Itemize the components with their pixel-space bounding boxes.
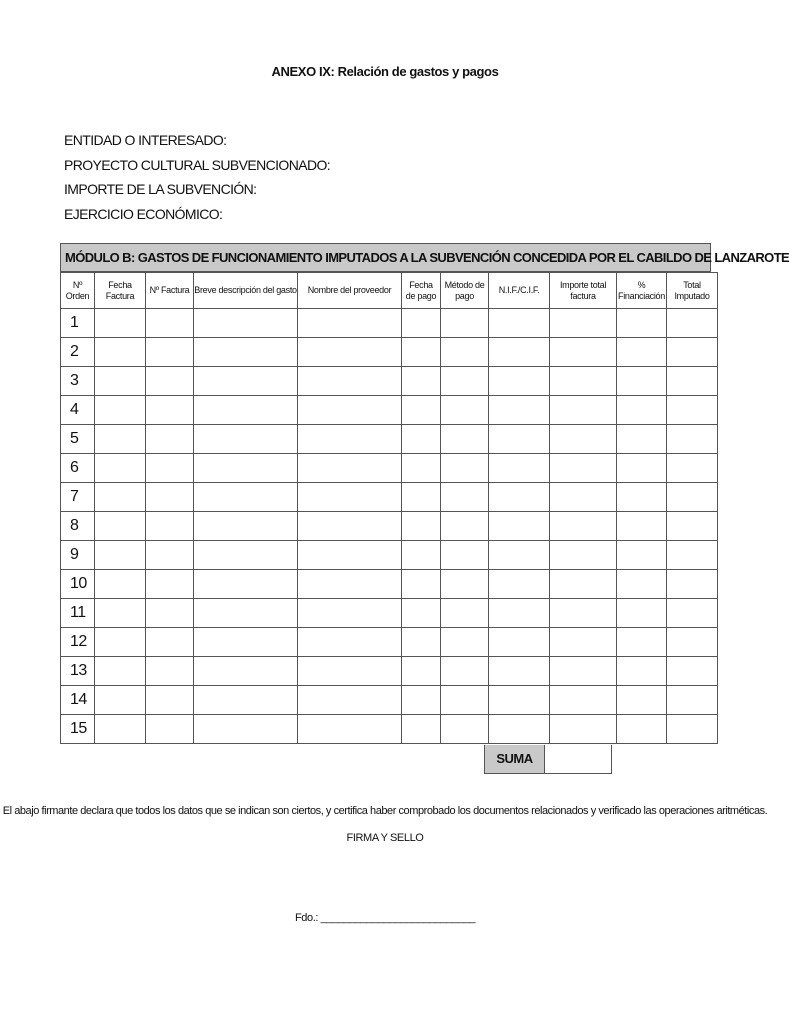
column-header-orden bbox=[61, 273, 95, 309]
cell-importe-total[interactable] bbox=[550, 715, 617, 744]
cell-num-factura[interactable] bbox=[146, 367, 194, 396]
field-entidad: ENTIDAD O INTERESADO: bbox=[64, 132, 227, 148]
cell-importe-total[interactable] bbox=[550, 512, 617, 541]
suma-row bbox=[484, 745, 612, 774]
cell-num-factura[interactable] bbox=[146, 686, 194, 715]
cell-importe-total[interactable] bbox=[550, 628, 617, 657]
cell-descripcion[interactable] bbox=[194, 570, 298, 599]
cell-fecha-factura[interactable] bbox=[95, 686, 146, 715]
column-header-line: Financiación bbox=[618, 290, 665, 301]
cell-fecha-factura[interactable] bbox=[95, 512, 146, 541]
cell-financiacion[interactable] bbox=[617, 715, 667, 744]
cell-fecha-factura[interactable] bbox=[95, 599, 146, 628]
suma-value-cell[interactable] bbox=[545, 745, 612, 774]
cell-financiacion[interactable] bbox=[617, 454, 667, 483]
column-header-num-factura bbox=[146, 273, 194, 309]
cell-metodo-pago[interactable] bbox=[441, 454, 489, 483]
column-header-descripcion bbox=[194, 273, 298, 309]
cell-metodo-pago[interactable] bbox=[441, 541, 489, 570]
column-header-line: Factura bbox=[105, 290, 135, 301]
cell-fecha-factura[interactable] bbox=[95, 715, 146, 744]
cell-descripcion[interactable] bbox=[194, 628, 298, 657]
cell-fecha-factura[interactable] bbox=[95, 657, 146, 686]
cell-fecha-pago[interactable] bbox=[402, 686, 441, 715]
column-header-line: N.I.F./C.I.F. bbox=[498, 285, 540, 295]
cell-fecha-factura[interactable] bbox=[95, 541, 146, 570]
cell-fecha-pago[interactable] bbox=[402, 309, 441, 338]
cell-nif-cif[interactable] bbox=[489, 541, 550, 570]
cell-fecha-pago[interactable] bbox=[402, 541, 441, 570]
cell-num-factura[interactable] bbox=[146, 599, 194, 628]
column-header-line: Breve descripción del gasto bbox=[194, 285, 297, 295]
cell-total-imputado[interactable] bbox=[667, 367, 718, 396]
cell-proveedor[interactable] bbox=[298, 628, 402, 657]
row-number: 11 bbox=[61, 599, 95, 628]
table-row bbox=[61, 396, 718, 425]
cell-fecha-factura[interactable] bbox=[95, 454, 146, 483]
row-number: 3 bbox=[61, 367, 95, 396]
table-row bbox=[61, 715, 718, 744]
cell-fecha-pago[interactable] bbox=[402, 715, 441, 744]
expenses-table bbox=[60, 243, 789, 744]
cell-metodo-pago[interactable] bbox=[441, 483, 489, 512]
cell-total-imputado[interactable] bbox=[667, 570, 718, 599]
cell-metodo-pago[interactable] bbox=[441, 425, 489, 454]
table-row bbox=[61, 657, 718, 686]
cell-fecha-pago[interactable] bbox=[402, 396, 441, 425]
row-number: 15 bbox=[61, 715, 95, 744]
cell-importe-total[interactable] bbox=[550, 454, 617, 483]
table-body bbox=[61, 309, 718, 744]
cell-financiacion[interactable] bbox=[617, 570, 667, 599]
cell-fecha-factura[interactable] bbox=[95, 367, 146, 396]
cell-financiacion[interactable] bbox=[617, 541, 667, 570]
table-row bbox=[61, 367, 718, 396]
cell-financiacion[interactable] bbox=[617, 309, 667, 338]
cell-proveedor[interactable] bbox=[298, 483, 402, 512]
cell-num-factura[interactable] bbox=[146, 512, 194, 541]
cell-fecha-pago[interactable] bbox=[402, 512, 441, 541]
column-header-line: Orden bbox=[65, 290, 90, 301]
column-header-line: % bbox=[637, 279, 646, 290]
cell-fecha-factura[interactable] bbox=[95, 628, 146, 657]
column-header-line: Total bbox=[683, 279, 701, 290]
cell-proveedor[interactable] bbox=[298, 396, 402, 425]
cell-nif-cif[interactable] bbox=[489, 657, 550, 686]
table-row bbox=[61, 686, 718, 715]
column-header-line: Importe total bbox=[559, 279, 607, 290]
cell-nif-cif[interactable] bbox=[489, 686, 550, 715]
cell-fecha-factura[interactable] bbox=[95, 570, 146, 599]
cell-nif-cif[interactable] bbox=[489, 425, 550, 454]
module-header: MÓDULO B: GASTOS DE FUNCIONAMIENTO IMPUTADOS A LA SUBVENCIÓN CONCEDIDA POR EL CABILDO DE LANZAROTE bbox=[60, 243, 711, 272]
cell-metodo-pago[interactable] bbox=[441, 309, 489, 338]
cell-total-imputado[interactable] bbox=[667, 541, 718, 570]
cell-importe-total[interactable] bbox=[550, 483, 617, 512]
cell-importe-total[interactable] bbox=[550, 396, 617, 425]
cell-total-imputado[interactable] bbox=[667, 657, 718, 686]
field-ejercicio: EJERCICIO ECONÓMICO: bbox=[64, 205, 223, 222]
cell-importe-total[interactable] bbox=[550, 599, 617, 628]
column-header-fecha-pago bbox=[402, 273, 441, 309]
cell-total-imputado[interactable] bbox=[667, 599, 718, 628]
cell-fecha-pago[interactable] bbox=[402, 483, 441, 512]
cell-proveedor[interactable] bbox=[298, 570, 402, 599]
column-header-row bbox=[61, 273, 718, 309]
cell-nif-cif[interactable] bbox=[489, 570, 550, 599]
cell-financiacion[interactable] bbox=[617, 367, 667, 396]
cell-total-imputado[interactable] bbox=[667, 338, 718, 367]
cell-total-imputado[interactable] bbox=[667, 628, 718, 657]
cell-importe-total[interactable] bbox=[550, 686, 617, 715]
table-row bbox=[61, 338, 718, 367]
row-number: 13 bbox=[61, 657, 95, 686]
cell-proveedor[interactable] bbox=[298, 512, 402, 541]
cell-fecha-factura[interactable] bbox=[95, 338, 146, 367]
cell-proveedor[interactable] bbox=[298, 425, 402, 454]
cell-fecha-factura[interactable] bbox=[95, 309, 146, 338]
cell-metodo-pago[interactable] bbox=[441, 628, 489, 657]
table-row bbox=[61, 599, 718, 628]
cell-importe-total[interactable] bbox=[550, 309, 617, 338]
table-row bbox=[61, 454, 718, 483]
expenses-grid bbox=[60, 272, 718, 744]
row-number: 8 bbox=[61, 512, 95, 541]
column-header-proveedor bbox=[298, 273, 402, 309]
row-number: 5 bbox=[61, 425, 95, 454]
cell-descripcion[interactable] bbox=[194, 686, 298, 715]
cell-importe-total[interactable] bbox=[550, 570, 617, 599]
row-number: 14 bbox=[61, 686, 95, 715]
cell-importe-total[interactable] bbox=[550, 425, 617, 454]
cell-fecha-pago[interactable] bbox=[402, 599, 441, 628]
column-header-metodo-pago bbox=[441, 273, 489, 309]
header-fields bbox=[64, 128, 330, 226]
cell-metodo-pago[interactable] bbox=[441, 686, 489, 715]
cell-nif-cif[interactable] bbox=[489, 483, 550, 512]
row-number: 2 bbox=[61, 338, 95, 367]
cell-nif-cif[interactable] bbox=[489, 309, 550, 338]
cell-total-imputado[interactable] bbox=[667, 309, 718, 338]
cell-financiacion[interactable] bbox=[617, 338, 667, 367]
cell-descripcion[interactable] bbox=[194, 454, 298, 483]
cell-importe-total[interactable] bbox=[550, 338, 617, 367]
cell-descripcion[interactable] bbox=[194, 541, 298, 570]
cell-total-imputado[interactable] bbox=[667, 396, 718, 425]
cell-descripcion[interactable] bbox=[194, 715, 298, 744]
row-number: 6 bbox=[61, 454, 95, 483]
row-number: 1 bbox=[61, 309, 95, 338]
table-row bbox=[61, 309, 718, 338]
cell-fecha-factura[interactable] bbox=[95, 396, 146, 425]
column-header-financiacion bbox=[617, 273, 667, 309]
cell-num-factura[interactable] bbox=[146, 396, 194, 425]
cell-nif-cif[interactable] bbox=[489, 396, 550, 425]
cell-metodo-pago[interactable] bbox=[441, 715, 489, 744]
cell-nif-cif[interactable] bbox=[489, 512, 550, 541]
cell-fecha-pago[interactable] bbox=[402, 367, 441, 396]
cell-descripcion[interactable] bbox=[194, 338, 298, 367]
suma-label: SUMA bbox=[484, 745, 545, 774]
cell-fecha-pago[interactable] bbox=[402, 570, 441, 599]
cell-fecha-pago[interactable] bbox=[402, 657, 441, 686]
table-row bbox=[61, 570, 718, 599]
cell-num-factura[interactable] bbox=[146, 425, 194, 454]
cell-proveedor[interactable] bbox=[298, 338, 402, 367]
cell-proveedor[interactable] bbox=[298, 686, 402, 715]
cell-proveedor[interactable] bbox=[298, 454, 402, 483]
cell-fecha-factura[interactable] bbox=[95, 483, 146, 512]
cell-proveedor[interactable] bbox=[298, 367, 402, 396]
cell-descripcion[interactable] bbox=[194, 483, 298, 512]
cell-num-factura[interactable] bbox=[146, 715, 194, 744]
cell-total-imputado[interactable] bbox=[667, 483, 718, 512]
signature-line: Fdo.: ___________________________ bbox=[294, 912, 476, 924]
column-header-line: de pago bbox=[405, 290, 437, 301]
cell-total-imputado[interactable] bbox=[667, 715, 718, 744]
cell-proveedor[interactable] bbox=[298, 715, 402, 744]
cell-financiacion[interactable] bbox=[617, 686, 667, 715]
cell-num-factura[interactable] bbox=[146, 454, 194, 483]
cell-financiacion[interactable] bbox=[617, 396, 667, 425]
cell-total-imputado[interactable] bbox=[667, 686, 718, 715]
cell-financiacion[interactable] bbox=[617, 483, 667, 512]
cell-num-factura[interactable] bbox=[146, 309, 194, 338]
cell-num-factura[interactable] bbox=[146, 541, 194, 570]
column-header-fecha-factura bbox=[95, 273, 146, 309]
column-header-line: factura bbox=[570, 290, 596, 301]
column-header-line: Nombre del proveedor bbox=[307, 285, 392, 295]
column-header-line: Fecha bbox=[409, 279, 433, 290]
cell-nif-cif[interactable] bbox=[489, 367, 550, 396]
column-header-total-imputado bbox=[667, 273, 718, 309]
table-row bbox=[61, 541, 718, 570]
cell-financiacion[interactable] bbox=[617, 599, 667, 628]
cell-metodo-pago[interactable] bbox=[441, 599, 489, 628]
column-header-nif-cif bbox=[489, 273, 550, 309]
row-number: 10 bbox=[61, 570, 95, 599]
document-title: ANEXO IX: Relación de gastos y pagos bbox=[271, 64, 499, 79]
cell-proveedor[interactable] bbox=[298, 541, 402, 570]
cell-descripcion[interactable] bbox=[194, 367, 298, 396]
column-header-line: Fecha bbox=[108, 279, 132, 290]
column-header-line: Método de bbox=[444, 279, 485, 290]
cell-descripcion[interactable] bbox=[194, 599, 298, 628]
declaration-text: El abajo firmante declara que todos los datos que se indican son ciertos, y certifica haber comprobado los documentos relacionados y verificado las operaciones aritméticas. bbox=[2, 805, 768, 817]
cell-metodo-pago[interactable] bbox=[441, 570, 489, 599]
cell-descripcion[interactable] bbox=[194, 425, 298, 454]
cell-nif-cif[interactable] bbox=[489, 715, 550, 744]
cell-metodo-pago[interactable] bbox=[441, 657, 489, 686]
cell-metodo-pago[interactable] bbox=[441, 338, 489, 367]
cell-financiacion[interactable] bbox=[617, 628, 667, 657]
cell-nif-cif[interactable] bbox=[489, 338, 550, 367]
cell-financiacion[interactable] bbox=[617, 425, 667, 454]
column-header-line: Imputado bbox=[674, 290, 710, 301]
cell-descripcion[interactable] bbox=[194, 396, 298, 425]
cell-fecha-pago[interactable] bbox=[402, 454, 441, 483]
cell-descripcion[interactable] bbox=[194, 512, 298, 541]
cell-fecha-pago[interactable] bbox=[402, 338, 441, 367]
cell-fecha-factura[interactable] bbox=[95, 425, 146, 454]
column-header-line: Nº Factura bbox=[149, 285, 190, 295]
cell-num-factura[interactable] bbox=[146, 338, 194, 367]
field-importe: IMPORTE DE LA SUBVENCIÓN: bbox=[64, 181, 257, 197]
column-header-line: pago bbox=[455, 290, 474, 301]
cell-nif-cif[interactable] bbox=[489, 599, 550, 628]
row-number: 12 bbox=[61, 628, 95, 657]
table-row bbox=[61, 628, 718, 657]
table-row bbox=[61, 483, 718, 512]
cell-proveedor[interactable] bbox=[298, 599, 402, 628]
field-proyecto: PROYECTO CULTURAL SUBVENCIONADO: bbox=[64, 156, 331, 173]
cell-descripcion[interactable] bbox=[194, 309, 298, 338]
cell-total-imputado[interactable] bbox=[667, 512, 718, 541]
cell-num-factura[interactable] bbox=[146, 570, 194, 599]
cell-proveedor[interactable] bbox=[298, 309, 402, 338]
table-row bbox=[61, 512, 718, 541]
cell-num-factura[interactable] bbox=[146, 657, 194, 686]
cell-fecha-pago[interactable] bbox=[402, 425, 441, 454]
cell-nif-cif[interactable] bbox=[489, 454, 550, 483]
cell-importe-total[interactable] bbox=[550, 541, 617, 570]
cell-importe-total[interactable] bbox=[550, 657, 617, 686]
cell-metodo-pago[interactable] bbox=[441, 512, 489, 541]
signature-caption: FIRMA Y SELLO bbox=[346, 832, 424, 844]
cell-fecha-pago[interactable] bbox=[402, 628, 441, 657]
table-row bbox=[61, 425, 718, 454]
cell-financiacion[interactable] bbox=[617, 657, 667, 686]
cell-num-factura[interactable] bbox=[146, 483, 194, 512]
cell-total-imputado[interactable] bbox=[667, 425, 718, 454]
cell-total-imputado[interactable] bbox=[667, 454, 718, 483]
cell-nif-cif[interactable] bbox=[489, 628, 550, 657]
cell-metodo-pago[interactable] bbox=[441, 396, 489, 425]
cell-importe-total[interactable] bbox=[550, 367, 617, 396]
row-number: 7 bbox=[61, 483, 95, 512]
cell-descripcion[interactable] bbox=[194, 657, 298, 686]
cell-num-factura[interactable] bbox=[146, 628, 194, 657]
cell-financiacion[interactable] bbox=[617, 512, 667, 541]
column-header-line: Nº bbox=[72, 279, 83, 290]
row-number: 9 bbox=[61, 541, 95, 570]
row-number: 4 bbox=[61, 396, 95, 425]
cell-proveedor[interactable] bbox=[298, 657, 402, 686]
cell-metodo-pago[interactable] bbox=[441, 367, 489, 396]
column-header-importe-total bbox=[550, 273, 617, 309]
